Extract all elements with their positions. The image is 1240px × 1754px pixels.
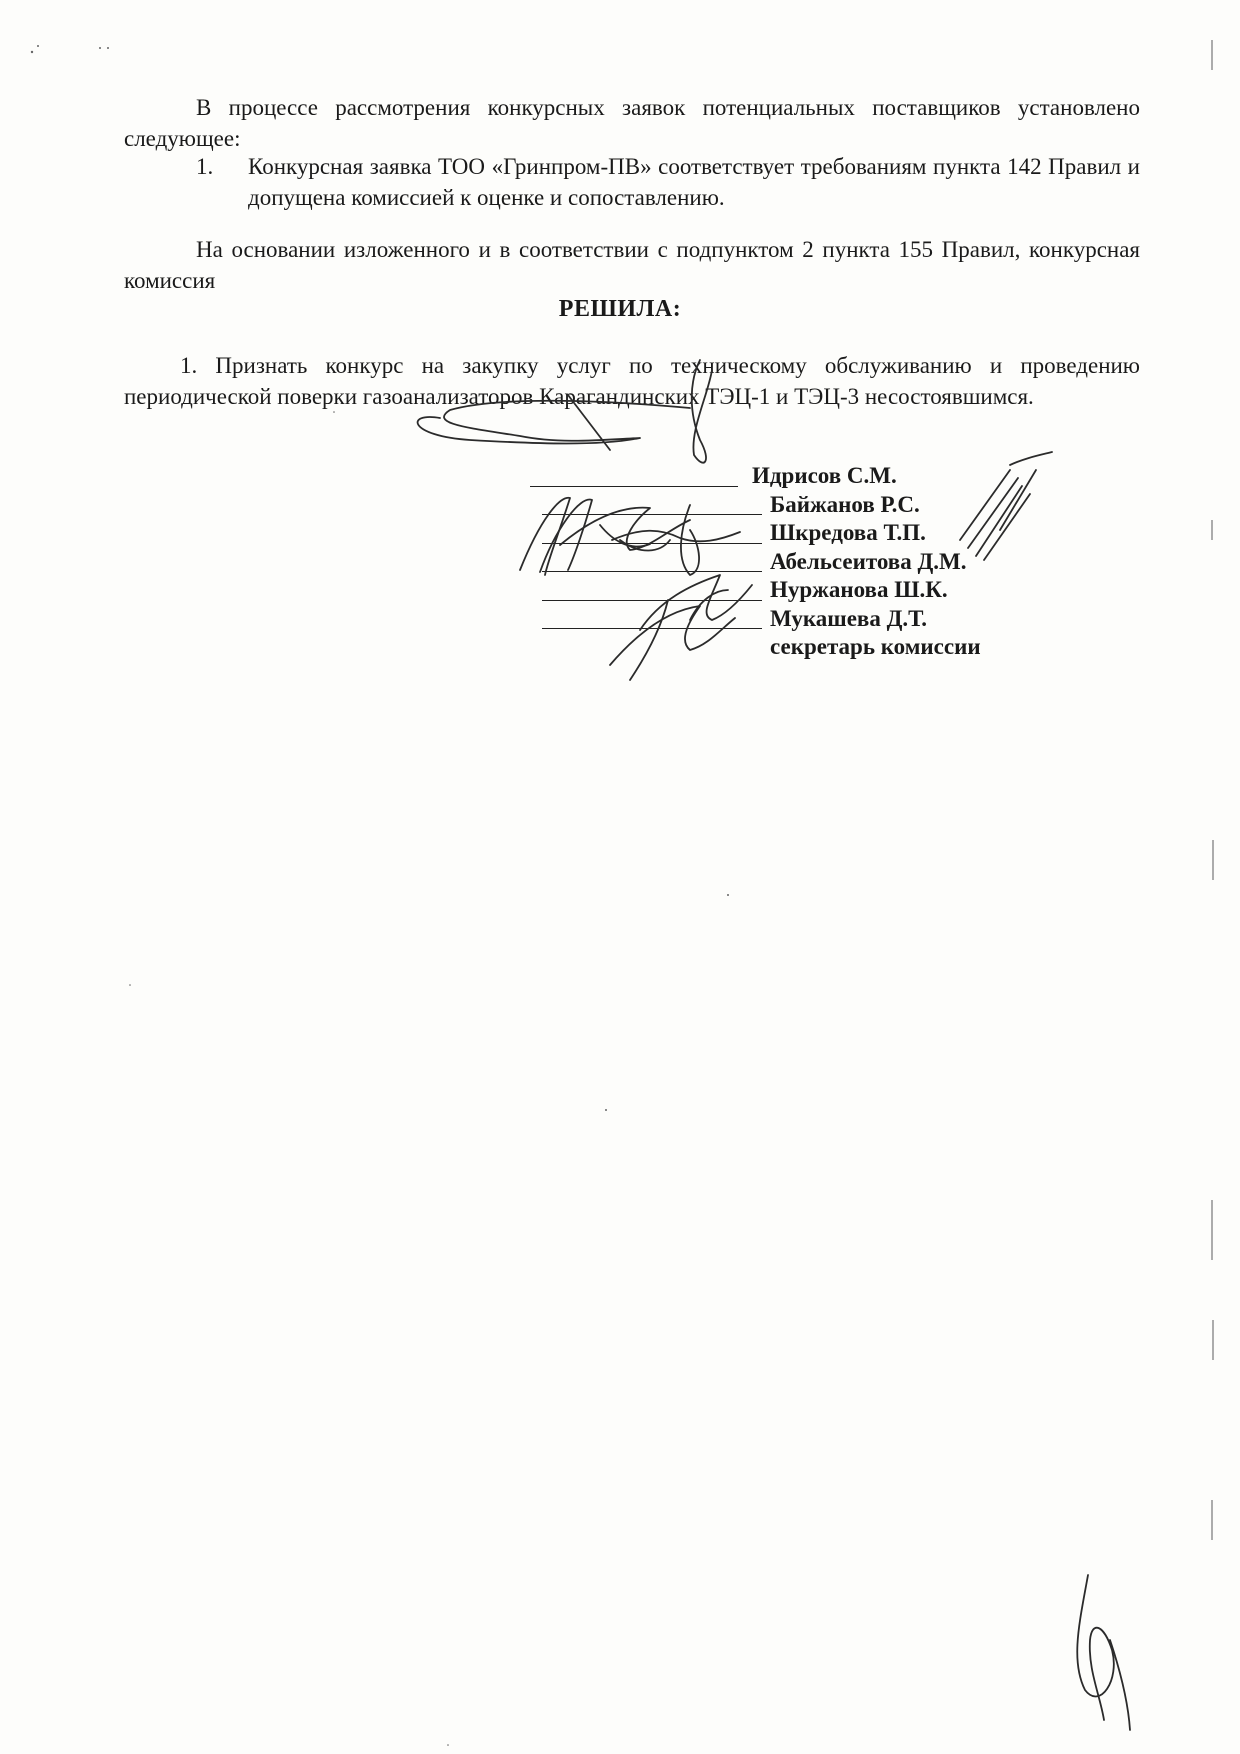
paragraph-basis: На основании изложенного и в соответствии с подпунктом 2 пункта 155 Правил, конкурсная комиссия — [124, 237, 1140, 293]
signatory-row — [530, 576, 1130, 605]
list-item-text: Конкурсная заявка ТОО «Гринпром-ПВ» соответствует требованиям пункта 142 Правил и допущена комиссией к оценке и сопоставлению. — [248, 154, 1140, 210]
signatory-row — [530, 548, 1130, 577]
signatory-row — [530, 519, 1130, 548]
signatory-row — [530, 605, 1130, 634]
signature-line — [542, 543, 762, 544]
secretary-role: секретарь комиссии — [770, 634, 981, 659]
scan-edge — [1212, 40, 1213, 1540]
signatory-row — [530, 462, 1130, 491]
signature-bottom-right — [1077, 1575, 1130, 1730]
paragraph-review: В процессе рассмотрения конкурсных заявок потенциальных поставщиков установлено следующее: — [124, 95, 1140, 151]
signatory-name: Идрисов С.М. — [752, 463, 897, 488]
signature-line — [542, 571, 762, 572]
signatory-row — [530, 491, 1130, 520]
signature-line — [530, 486, 738, 487]
signatory-name: Абельсеитова Д.М. — [770, 548, 967, 574]
signatory-name: Байжанов Р.С. — [770, 491, 920, 517]
signature-line — [542, 514, 762, 515]
list-item-number: 1. — [196, 154, 214, 179]
signature-line — [542, 600, 762, 601]
signature-line — [542, 628, 762, 629]
list-item-application — [196, 151, 1140, 213]
secretary-row — [530, 633, 1130, 662]
signatory-name: Шкредова Т.П. — [770, 520, 926, 545]
signatory-name: Нуржанова Ш.К. — [770, 577, 948, 602]
signatory-name: Мукашева Д.Т. — [770, 605, 927, 631]
signature-block — [530, 462, 1130, 662]
decision-item: 1. Признать конкурс на закупку услуг по техническому обслуживанию и проведению периодической поверки газоанализаторов Карагандинских ТЭЦ-1 и ТЭЦ-3 несостоявшимся. — [124, 353, 1140, 409]
decision-heading: РЕШИЛА: — [558, 296, 682, 322]
